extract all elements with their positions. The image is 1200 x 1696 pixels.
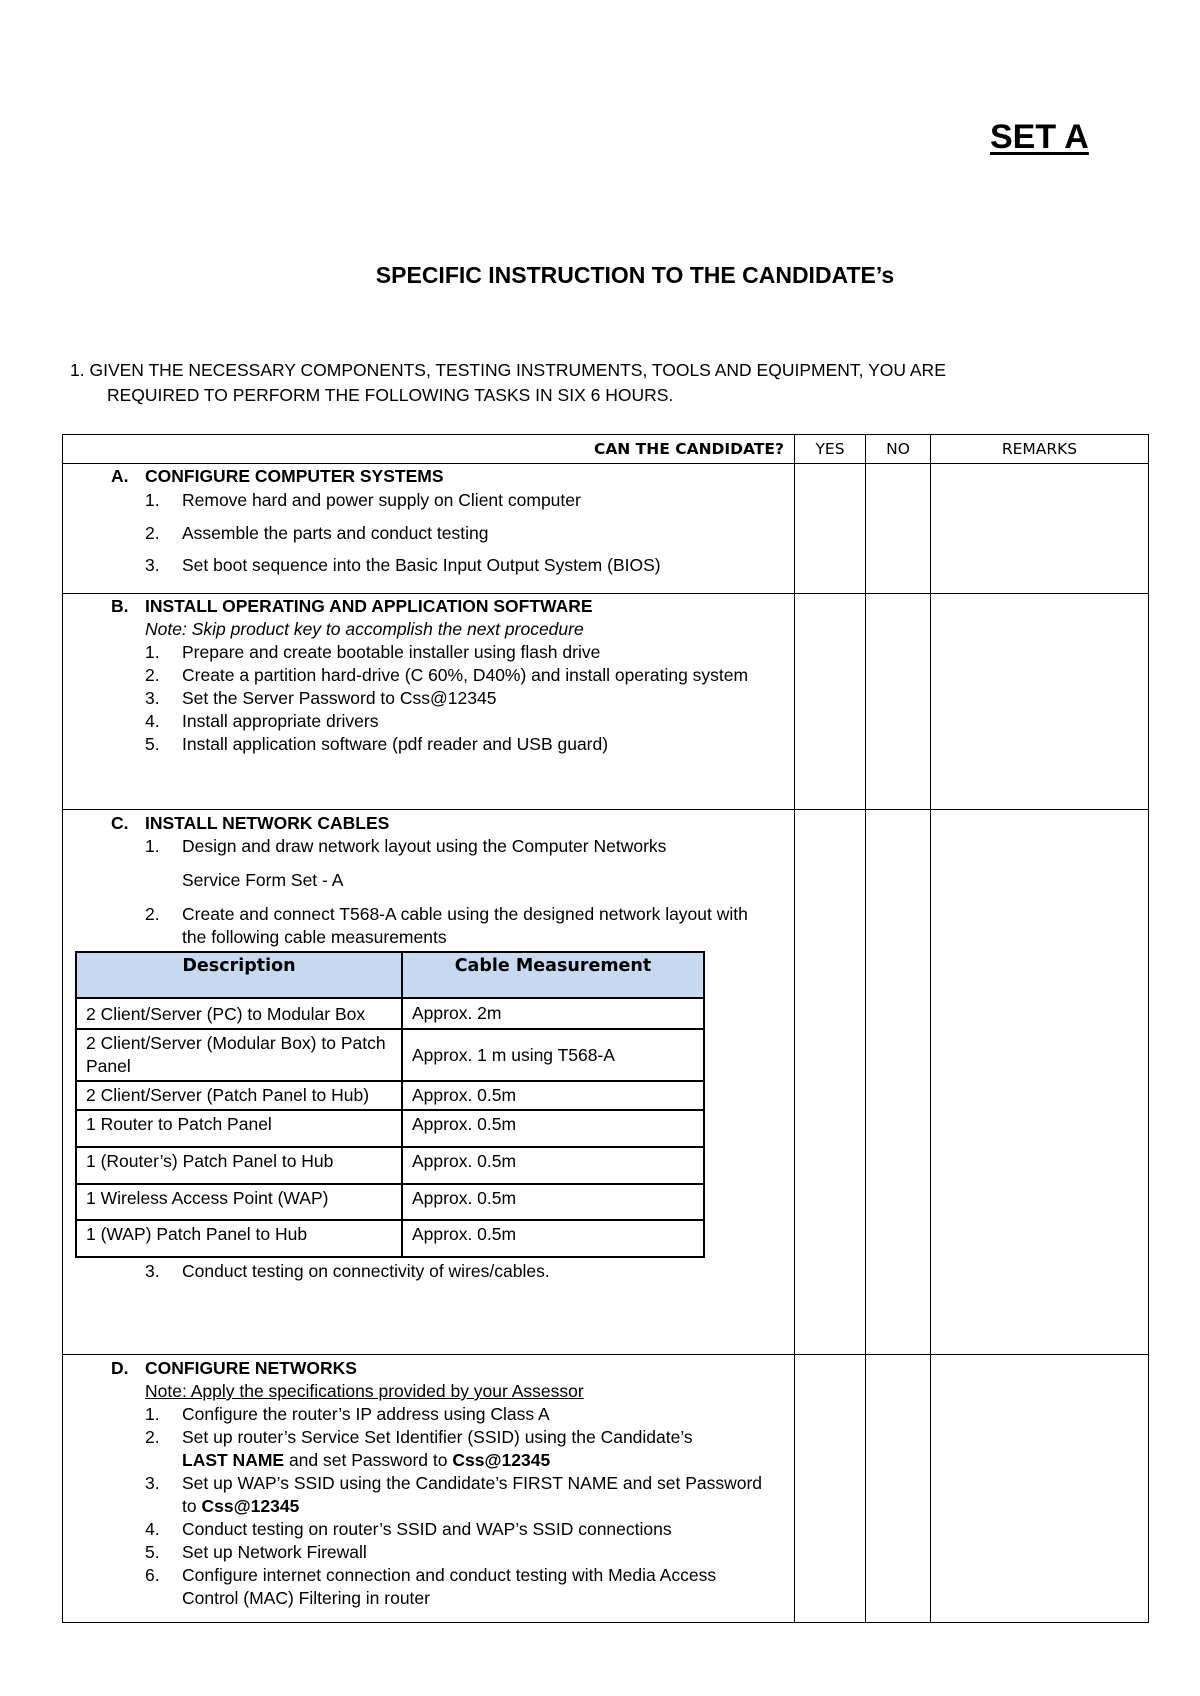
section-b-letter: B. xyxy=(111,596,129,616)
list-item: 1. Design and draw network layout using the Computer Networks Service Form Set - A xyxy=(145,836,667,890)
section-a xyxy=(63,464,794,577)
section-c-remarks-cell[interactable] xyxy=(931,810,1149,1355)
section-b-note: Note: Skip product key to accomplish the next procedure xyxy=(145,619,584,639)
table-row: 1 Router to Patch Panel Approx. 0.5m xyxy=(76,1110,704,1147)
section-d-note: Note: Apply the specifications provided by your Assessor xyxy=(145,1381,584,1401)
header-can-the-candidate: CAN THE CANDIDATE? xyxy=(63,435,795,464)
section-b-remarks-cell[interactable] xyxy=(931,594,1149,810)
cable-measurement-table xyxy=(75,951,705,1258)
general-instruction xyxy=(70,358,1110,408)
list-item: 2. Assemble the parts and conduct testing xyxy=(145,523,489,543)
instruction-line-1: GIVEN THE NECESSARY COMPONENTS, TESTING INSTRUMENTS, TOOLS AND EQUIPMENT, YOU ARE xyxy=(89,360,946,380)
table-row: 2 Client/Server (PC) to Modular Box Approx. 2m xyxy=(76,998,704,1029)
section-a-no-cell[interactable] xyxy=(866,464,931,594)
list-item: 2. Create and connect T568-A cable using the designed network layout with the following cable measurements xyxy=(145,904,748,947)
table-row: 1 Wireless Access Point (WAP) Approx. 0.5m xyxy=(76,1184,704,1220)
section-d-yes-cell[interactable] xyxy=(795,1355,866,1623)
section-d-letter: D. xyxy=(111,1358,129,1378)
list-item: 3. Set up WAP’s SSID using the Candidate’s FIRST NAME and set Password to Css@12345 xyxy=(145,1473,763,1516)
section-d-no-cell[interactable] xyxy=(866,1355,931,1623)
table-row: 1 (WAP) Patch Panel to Hub Approx. 0.5m xyxy=(76,1220,704,1257)
set-title: SET A xyxy=(990,118,1089,156)
list-item: 4. Install appropriate drivers xyxy=(145,711,379,731)
section-b-yes-cell[interactable] xyxy=(795,594,866,810)
header-no: NO xyxy=(866,435,931,464)
section-a-row xyxy=(63,464,1149,594)
list-item: 6. Configure internet connection and conduct testing with Media Access Control (MAC) Filtering in router xyxy=(145,1565,717,1608)
section-b xyxy=(63,594,794,756)
section-b-title: INSTALL OPERATING AND APPLICATION SOFTWARE xyxy=(145,596,593,616)
section-c-row xyxy=(63,810,1149,1355)
section-c-letter: C. xyxy=(111,813,129,833)
list-item: 2. Create a partition hard-drive (C 60%, D40%) and install operating system xyxy=(145,665,749,685)
section-b-no-cell[interactable] xyxy=(866,594,931,810)
list-item: 3. Set boot sequence into the Basic Input Output System (BIOS) xyxy=(145,555,661,575)
section-a-title: CONFIGURE COMPUTER SYSTEMS xyxy=(145,466,444,486)
list-item: 4. Conduct testing on router’s SSID and WAP’s SSID connections xyxy=(145,1519,672,1539)
instruction-number: 1. xyxy=(70,360,85,380)
table-row: 1 (Router’s) Patch Panel to Hub Approx. 0.5m xyxy=(76,1147,704,1184)
section-a-yes-cell[interactable] xyxy=(795,464,866,594)
section-d-title: CONFIGURE NETWORKS xyxy=(145,1358,357,1378)
section-c-yes-cell[interactable] xyxy=(795,810,866,1355)
list-item: 5. Install application software (pdf reader and USB guard) xyxy=(145,734,609,754)
list-item: 1. Remove hard and power supply on Client computer xyxy=(145,490,581,510)
list-item: 3. Set the Server Password to Css@12345 xyxy=(145,688,497,708)
header-remarks: REMARKS xyxy=(931,435,1149,464)
page-title: SPECIFIC INSTRUCTION TO THE CANDIDATE’s xyxy=(375,262,895,288)
section-c xyxy=(63,810,794,1283)
cable-header-description: Description xyxy=(76,952,402,998)
cable-header-measurement: Cable Measurement xyxy=(402,952,704,998)
section-b-row xyxy=(63,594,1149,810)
section-d-row xyxy=(63,1355,1149,1623)
header-yes: YES xyxy=(795,435,866,464)
instruction-line-2: REQUIRED TO PERFORM THE FOLLOWING TASKS IN SIX 6 HOURS. xyxy=(107,385,674,405)
section-a-letter: A. xyxy=(111,466,129,486)
section-c-no-cell[interactable] xyxy=(866,810,931,1355)
list-item: 1. Configure the router’s IP address using Class A xyxy=(145,1404,550,1424)
list-item: 3. Conduct testing on connectivity of wires/cables. xyxy=(145,1261,550,1281)
table-row: 2 Client/Server (Patch Panel to Hub) Approx. 0.5m xyxy=(76,1081,704,1110)
cable-table-header xyxy=(76,952,704,998)
list-item: 1. Prepare and create bootable installer using flash drive xyxy=(145,642,601,662)
assessment-table xyxy=(62,434,1149,1623)
section-c-title: INSTALL NETWORK CABLES xyxy=(145,813,390,833)
list-item: 2. Set up router’s Service Set Identifier (SSID) using the Candidate’s LAST NAME and set Password to Css@12345 xyxy=(145,1427,693,1470)
section-d-remarks-cell[interactable] xyxy=(931,1355,1149,1623)
table-header-row xyxy=(63,435,1149,464)
table-row: 2 Client/Server (Modular Box) to Patch Panel Approx. 1 m using T568-A xyxy=(76,1029,704,1081)
section-d xyxy=(63,1355,794,1610)
section-a-remarks-cell[interactable] xyxy=(931,464,1149,594)
list-item: 5. Set up Network Firewall xyxy=(145,1542,367,1562)
